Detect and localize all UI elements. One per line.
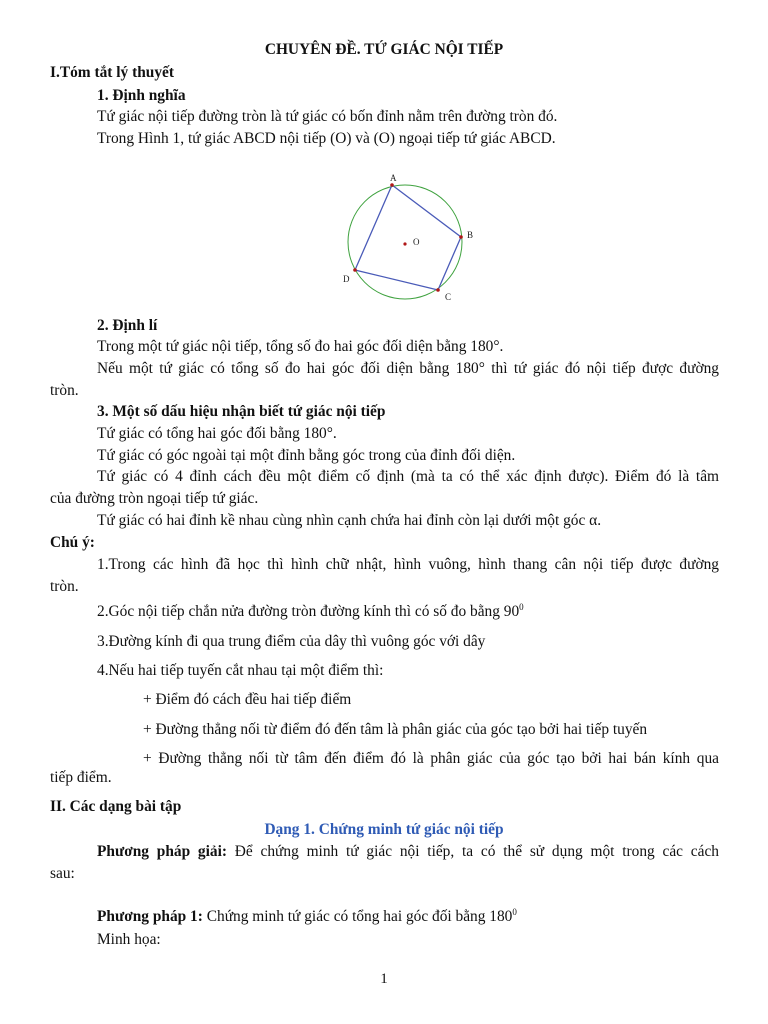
page-number: 1: [380, 971, 388, 987]
theorem-paragraph-1: Trong một tứ giác nội tiếp, tổng số đo hai góc đối diện bằng 180°.: [97, 338, 504, 355]
cyclic-quadrilateral-figure: [330, 168, 490, 308]
note-4-item-3-line-1: + Đường thẳng nối từ tâm đến điểm đó là phân giác của góc tạo bởi hai bán kính qua: [143, 750, 719, 767]
section-exercises-heading: II. Các dạng bài tập: [50, 798, 182, 815]
note-1-line-1: 1.Trong các hình đã học thì hình chữ nhật, hình vuông, hình thang cân nội tiếp được đường: [97, 556, 719, 573]
vertex-label-d: D: [343, 274, 350, 284]
document-page: ' ' CHUYÊN ĐỀ. TỨ GIÁC NỘI TIẾP I.Tóm tắt lý thuyết 1. Định nghĩa Tứ giác nội tiếp đường tròn là tứ giác có bốn đỉnh nằm trên đường tròn đó. Trong Hình 1, tứ giác ABCD nội tiếp (O) và (O) ngoại tiếp tứ giác ABCD. A B C D O 2. Định lí Trong một tứ giác nội tiếp, tổng số đo hai góc đối diện bằng 180°. Nếu một tứ giác có tổng số đo hai góc đối diện bằng 180° thì tứ giác đó nội tiếp được đường tròn. 3. Một số dấu hiệu nhận biết tứ giác nội tiếp Tứ giác có tổng hai góc đối bằng 180°. Tứ giác có góc ngoài tại một đỉnh bằng góc trong của đỉnh đối diện. Tứ giác có 4 đỉnh cách đều một điểm cố định (mà ta có thể xác định được). Điểm đó là tâm của đường tròn ngoại tiếp tứ giác. Tứ giác có hai đỉnh kề nhau cùng nhìn cạnh chứa hai đỉnh còn lại dưới một góc α. Chú ý: 1.Trong các hình đã học thì hình chữ nhật, hình vuông, hình thang cân nội tiếp được đường tròn. 2.Góc nội tiếp chắn nửa đường tròn đường kính thì có số đo bằng $90^0$ 3.Đường kính đi qua trung điểm của dây thì vuông góc với dây 4.Nếu hai tiếp tuyến cắt nhau tại một điểm thì: + Điểm đó cách đều hai tiếp điểm + Đường thẳng nối từ điểm đó đến tâm là phân giác của góc tạo bởi hai tiếp tuyến + Đường thẳng nối từ tâm đến điểm đó là phân giác của góc tạo bởi hai bán kính qua tiếp điểm. II. Các dạng bài tập Dạng 1. Chứng minh tứ giác nội tiếp Phương pháp giải: Để chứng minh tứ giác nội tiếp, ta có thể sử dụng một trong các cách sau: Phương pháp 1: Chứng minh tứ giác có tổng hai góc đối bằng $180^0$ Minh họa: 1: [0, 0, 768, 1024]
vertex-label-a: A: [390, 173, 397, 183]
note-4-item-1: + Điểm đó cách đều hai tiếp điểm: [143, 691, 352, 708]
vertex-label-c: C: [445, 292, 452, 302]
note-2-text: 2.Góc nội tiếp chắn nửa đường tròn đường kính thì có số đo bằng 90: [97, 603, 520, 620]
theorem-paragraph-2-line-2: tròn.: [50, 382, 79, 399]
note-4: 4.Nếu hai tiếp tuyến cắt nhau tại một điểm thì:: [97, 662, 384, 679]
note-3: 3.Đường kính đi qua trung điểm của dây thì vuông góc với dây: [97, 633, 486, 650]
definition-paragraph-1: Tứ giác nội tiếp đường tròn là tứ giác có bốn đỉnh nằm trên đường tròn đó.: [97, 108, 558, 125]
method-label: Phương pháp giải:: [97, 843, 227, 860]
method-1-label: Phương pháp 1:: [97, 908, 203, 925]
type-1-heading: Dạng 1. Chứng minh tứ giác nội tiếp: [264, 821, 504, 838]
note-4-item-3-line-2: tiếp điểm.: [50, 769, 112, 786]
theorem-paragraph-2-line-1: Nếu một tứ giác có tổng số đo hai góc đối diện bằng 180° thì tứ giác đó nội tiếp được đường: [97, 360, 719, 377]
vertex-label-b: B: [467, 230, 474, 240]
method-text: Để chứng minh tứ giác nội tiếp, ta có thể sử dụng một trong các cách: [234, 843, 719, 860]
note-1-line-2: tròn.: [50, 578, 79, 595]
note-2-superscript: 0: [519, 602, 524, 612]
section-theory-heading: I.Tóm tắt lý thuyết: [50, 64, 174, 81]
document-title: CHUYÊN ĐỀ. TỨ GIÁC NỘI TIẾP: [264, 41, 504, 58]
sign-3-line-2: của đường tròn ngoại tiếp tứ giác.: [50, 490, 259, 507]
note-2: [97, 602, 524, 622]
note-4-item-2: + Đường thẳng nối từ điểm đó đến tâm là phân giác của góc tạo bởi hai tiếp tuyến: [143, 721, 648, 738]
center-label-o: O: [413, 237, 420, 247]
illustration-label: Minh họa:: [97, 931, 161, 948]
method-paragraph-line-1: [97, 842, 719, 862]
sign-3-line-1: Tứ giác có 4 đỉnh cách đều một điểm cố định (mà ta có thể xác định được). Điểm đó là tâm: [97, 468, 719, 485]
definition-paragraph-2: Trong Hình 1, tứ giác ABCD nội tiếp (O) và (O) ngoại tiếp tứ giác ABCD.: [97, 130, 556, 147]
signs-heading: 3. Một số dấu hiệu nhận biết tứ giác nội tiếp: [97, 403, 386, 420]
note-heading: Chú ý:: [50, 534, 95, 551]
center-point: [403, 242, 406, 245]
method-paragraph-line-2: sau:: [50, 865, 75, 882]
sign-2: Tứ giác có góc ngoài tại một đỉnh bằng góc trong của đỉnh đối diện.: [97, 447, 516, 464]
sign-1: Tứ giác có tổng hai góc đối bằng 180°.: [97, 425, 337, 442]
method-1-superscript: 0: [512, 907, 517, 917]
theorem-heading: 2. Định lí: [97, 317, 158, 334]
method-1-line: [97, 907, 517, 927]
method-1-text: Chứng minh tứ giác có tổng hai góc đối bằng 180: [206, 908, 513, 925]
definition-heading: 1. Định nghĩa: [97, 87, 186, 104]
sign-4: Tứ giác có hai đỉnh kề nhau cùng nhìn cạnh chứa hai đỉnh còn lại dưới một góc α.: [97, 512, 602, 529]
